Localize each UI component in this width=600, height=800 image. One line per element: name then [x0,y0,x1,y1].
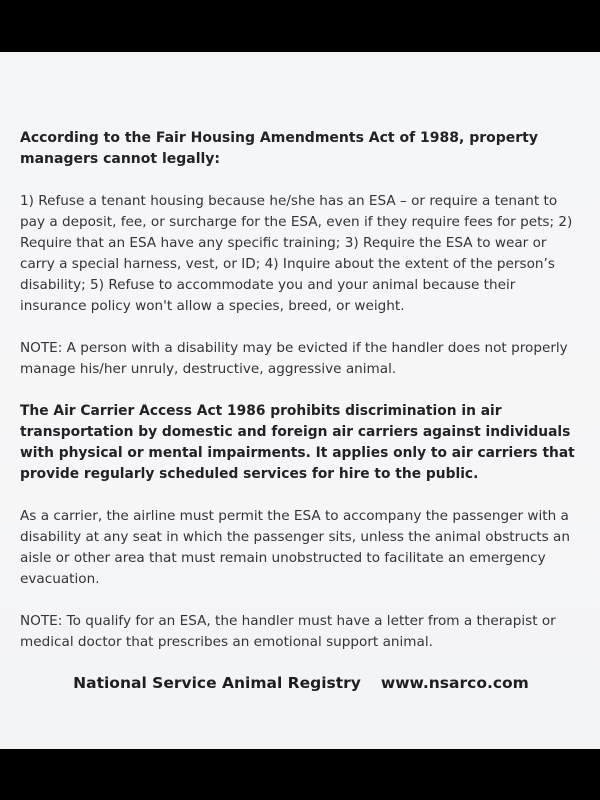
fair-housing-heading: According to the Fair Housing Amendments Act of 1988, property managers cannot legally: [20,130,538,167]
document-card [0,52,600,749]
airline-seating-paragraph: As a carrier, the airline must permit the ESA to accompany the passenger with a disability at any seat in which the passenger sits, unless the animal obstructs an aisle or other area that must remain unobstructed to facilitate an emergency evacuation. [20,508,570,587]
eviction-note: NOTE: A person with a disability may be evicted if the handler does not properly manage his/her unruly, destructive, aggressive animal. [20,340,568,377]
footer [20,674,582,692]
air-carrier-heading: The Air Carrier Access Act 1986 prohibits discrimination in air transportation by domestic and foreign air carriers against individuals with physical or mental impairments. It applies only to air carriers that provide regularly scheduled services for hire to the public. [20,403,575,482]
esa-qualification-note: NOTE: To qualify for an ESA, the handler must have a letter from a therapist or medical doctor that prescribes an emotional support animal. [20,613,556,650]
fair-housing-list: 1) Refuse a tenant housing because he/she has an ESA – or require a tenant to pay a deposit, fee, or surcharge for the ESA, even if they require fees for pets; 2) Require that an ESA have any specific training; 3) Require the ESA to wear or carry a special harness, vest, or ID; 4) Inquire about the extent of the person’s disability; 5) Refuse to accommodate you and your animal because their insurance policy won't allow a species, breed, or weight. [20,193,573,314]
registry-url: www.nsarco.com [380,674,529,692]
registry-name: National Service Animal Registry [73,674,361,692]
